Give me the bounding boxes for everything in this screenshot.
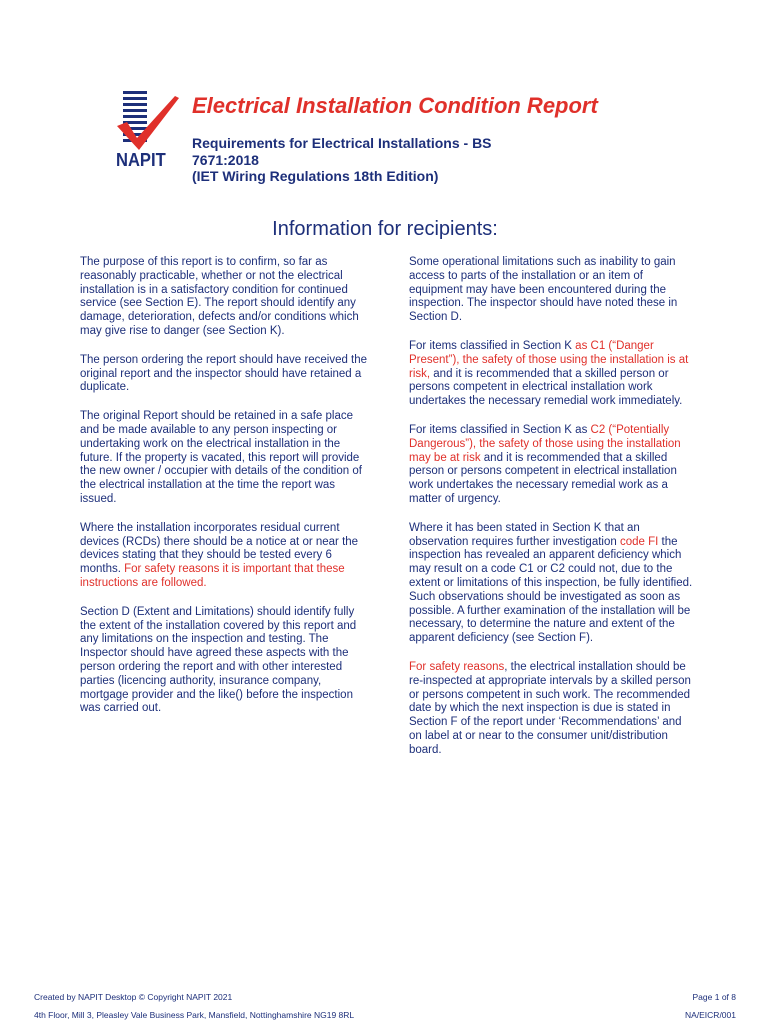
logo-wordmark: NAPIT [116, 150, 166, 170]
warning-text: For safety reasons [409, 660, 505, 673]
paragraph-text: For items classified in Section K [409, 339, 576, 352]
paragraph: The purpose of this report is to confirm, so far as reasonably practicable, whether or not the electrical installation is in a satisfactory condition for continued service (see Section E). The report should identify any damage, deterioration, defects and/or conditions which may give rise to danger (see Section K). [80, 256, 359, 337]
left-column [80, 256, 370, 731]
subtitle-line: Requirements for Electrical Installations - BS [192, 135, 492, 151]
warning-text: as C1 (“Danger Present”), the safety of those using the installation is at risk, [409, 339, 689, 380]
paragraph [409, 661, 694, 758]
report-title: Electrical Installation Condition Report [192, 93, 598, 118]
paragraph-text: and it is recommended that a skilled person or persons competent in electrical installation work undertakes the necessary remedial work as a matter of urgency. [409, 451, 677, 505]
paragraph: The original Report should be retained in a safe place and be made available to any person inspecting or undertaking work on the electrical installation in the future. If the property is vacated, this report will provide the new owner / occupier with details of the condition of the electrical installation at the time the report was issued. [80, 410, 362, 505]
footer-page-number: Page 1 of 8 [692, 992, 736, 1002]
paragraph [409, 424, 694, 507]
paragraph [80, 522, 370, 591]
paragraph [409, 340, 694, 409]
paragraph-text: and it is recommended that a skilled person or persons competent in electrical installation work undertakes the necessary remedial work immediately. [409, 367, 683, 408]
paragraph-text: Where the installation incorporates residual current devices (RCDs) there should be a notice at or near the devices stating that they should be tested every 6 months. [80, 521, 359, 576]
warning-text: code FI [619, 535, 659, 548]
section-heading: Information for recipients: [272, 218, 498, 240]
paragraph-text: the inspection has revealed an apparent deficiency which may result on a code C1 or C2 could not, due to the extent or limitations of this inspection, be fully identified. Such observations should be investigated as soon as possible. A further examination of the installation will be necessary, to determine the nature and extent of the apparent deficiency (see Section F). [409, 535, 693, 645]
paragraph: The person ordering the report should have received the original report and the inspector should have retained a duplicate. [80, 353, 368, 394]
subtitle-line: (IET Wiring Regulations 18th Edition) [192, 168, 439, 184]
paragraph: Section D (Extent and Limitations) should identify fully the extent of the installation covered by this report and any limitations on the inspection and testing. The Inspector should have agreed these aspects with the person ordering the report and with other interested parties (licencing authority, insurance company, mortgage provider and the like() before the inspection was carried out. [80, 605, 357, 715]
warning-text: For safety reasons it is important that these instructions are followed. [80, 563, 345, 589]
paragraph: Some operational limitations such as inability to gain access to parts of the installation or an item of equipment may have been encountered during the inspection. The inspector should have noted these in Section D. [409, 256, 678, 324]
paragraph-text: Where it has been stated in Section K that an observation requires further investigation [409, 521, 640, 548]
right-column [409, 256, 694, 773]
report-subtitle [192, 135, 552, 185]
footer-address: 4th Floor, Mill 3, Pleasley Vale Business Park, Mansfield, Nottinghamshire NG19 8RL [34, 1010, 355, 1020]
footer-document-code: NA/EICR/001 [684, 1010, 736, 1020]
warning-text: C2 (“Potentially Dangerous”), the safety of those using the installation may be at risk [409, 423, 681, 464]
paragraph-text: , the electrical installation should be re-inspected at appropriate intervals by a skilled person or persons competent in such work. The recommended date by which the next inspection is due is stated in Section F of the report under ‘Recommendations’ and on label at or near to the consumer unit/distribution board. [409, 660, 691, 756]
paragraph [409, 522, 694, 646]
footer-copyright: Created by NAPIT Desktop © Copyright NAPIT 2021 [34, 992, 233, 1002]
paragraph-text: For items classified in Section K as [409, 423, 591, 436]
subtitle-line: 7671:2018 [192, 151, 259, 168]
